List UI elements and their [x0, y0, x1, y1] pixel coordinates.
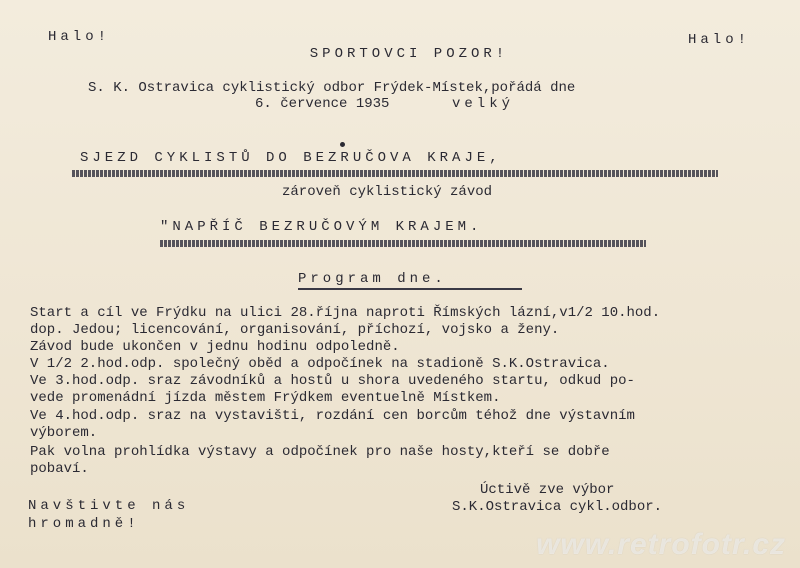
organizer-line-1: S. K. Ostravica cyklistický odbor Frýdek-Místek,pořádá dne: [88, 80, 576, 96]
invite-line-2: hromadně!: [28, 516, 140, 532]
organizer-big-word: velký: [452, 96, 515, 112]
signature-line-1: Úctivě zve výbor: [480, 482, 615, 498]
program-line: V 1/2 2.hod.odp. společný oběd a odpočínek na stadioně S.K.Ostravica.: [30, 356, 610, 372]
event-subtitle: zároveň cyklistický závod: [282, 184, 493, 200]
invite-line-1: Navštivte nás: [28, 498, 190, 514]
program-line: Závod bude ukončen v jednu hodinu odpoledně.: [30, 339, 400, 355]
program-line: vede promenádní jízda městem Frýdkem eventuelně Místkem.: [30, 390, 501, 406]
halo-left: Halo!: [48, 29, 111, 45]
program-line: Start a cíl ve Frýdku na ulici 28.října naproti Římských lázní,v1/2 10.hod.: [30, 305, 661, 321]
organizer-date: 6. července 1935: [255, 96, 390, 112]
watermark: www.retrofotr.cz: [536, 528, 786, 561]
halo-right: Halo!: [688, 32, 751, 48]
race-title: "NAPŘÍČ BEZRUČOVÝM KRAJEM.: [160, 219, 483, 235]
ink-dot: [340, 142, 345, 147]
event-title-underline: [72, 170, 718, 177]
program-line: Ve 4.hod.odp. sraz na vystavišti, rozdání cen borcům téhož dne výstavním: [30, 408, 635, 424]
race-title-underline: [160, 240, 646, 247]
program-line: pobaví.: [30, 461, 89, 477]
program-line: Pak volna prohlídka výstavy a odpočínek pro naše hosty,kteří se dobře: [30, 444, 610, 460]
program-heading-underline: [298, 288, 522, 290]
program-line: Ve 3.hod.odp. sraz závodníků a hostů u shora uvedeného startu, odkud po-: [30, 373, 635, 389]
program-line: výborem.: [30, 425, 98, 441]
program-heading: Program dne.: [298, 271, 447, 287]
main-title: SPORTOVCI POZOR!: [309, 46, 509, 62]
signature-line-2: S.K.Ostravica cykl.odbor.: [452, 499, 663, 515]
program-line: dop. Jedou; licencování, organisování, příchozí, vojsko a ženy.: [30, 322, 560, 338]
event-title: SJEZD CYKLISTŮ DO BEZRUČOVA KRAJE,: [80, 150, 502, 166]
